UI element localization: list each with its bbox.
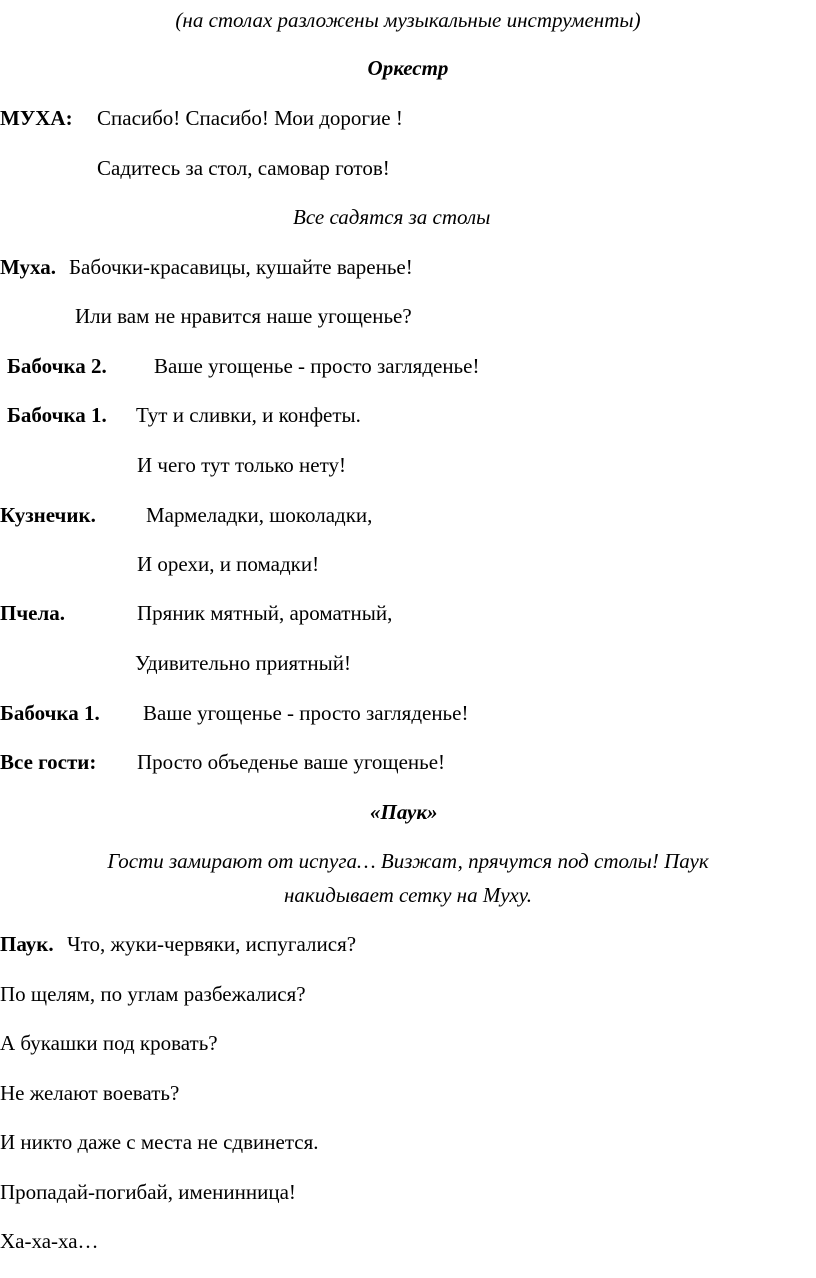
- dialogue-text: Ваше угощенье - просто загляденье!: [154, 354, 480, 378]
- dialogue-text: Бабочки-красавицы, кушайте варенье!: [69, 255, 413, 279]
- stage-direction-sit-text: Все садятся за столы: [293, 205, 491, 229]
- speaker-name: Бабочка 2.: [7, 354, 107, 378]
- speaker-name: Бабочка 1.: [0, 701, 100, 725]
- spider-line: И никто даже с места не сдвинется.: [0, 1130, 319, 1154]
- spider-stage-direction-2: накидывает сетку на Муху.: [284, 883, 532, 907]
- dialogue-text: Мармеладки, шоколадки,: [146, 503, 373, 527]
- dialogue-text: Тут и сливки, и конфеты.: [136, 403, 361, 427]
- speaker-name: Паук.: [0, 932, 54, 956]
- dialogue-text: Просто объеденье ваше угощенье!: [137, 750, 446, 774]
- speaker-name: Пчела.: [0, 601, 66, 625]
- spider-line: Не желают воевать?: [0, 1081, 180, 1105]
- spider-line: По щелям, по углам разбежалися?: [0, 982, 306, 1006]
- dialogue-text: Что, жуки-червяки, испугалися?: [67, 932, 357, 956]
- dialogue-text: Удивительно приятный!: [135, 651, 351, 675]
- dialogue-text: И орехи, и помадки!: [137, 552, 320, 576]
- dialogue-text: Ваше угощенье - просто загляденье!: [143, 701, 469, 725]
- speaker-name: Кузнечик.: [0, 503, 96, 527]
- spider-line: Ха-ха-ха…: [0, 1229, 99, 1253]
- dialogue-text: Пряник мятный, ароматный,: [137, 601, 393, 625]
- speaker-name: МУХА:: [0, 106, 73, 130]
- spider-line: А букашки под кровать?: [0, 1031, 218, 1055]
- dialogue-text: Спасибо! Спасибо! Мои дорогие !: [97, 106, 403, 130]
- stage-direction-instruments: (на столах разложены музыкальные инструменты): [175, 8, 641, 32]
- orchestra-heading: Оркестр: [367, 56, 449, 80]
- spider-heading: «Паук»: [370, 800, 438, 824]
- speaker-name: Все гости:: [0, 750, 97, 774]
- dialogue-text: Садитесь за стол, самовар готов!: [97, 156, 390, 180]
- speaker-name: Муха.: [0, 255, 57, 279]
- spider-line: Пропадай-погибай, именинница!: [0, 1180, 296, 1204]
- dialogue-text: И чего тут только нету!: [137, 453, 346, 477]
- spider-stage-direction-1: Гости замирают от испуга… Визжат, прячутся под столы! Паук: [107, 849, 709, 873]
- dialogue-text: Или вам не нравится наше угощенье?: [75, 304, 412, 328]
- speaker-name: Бабочка 1.: [7, 403, 107, 427]
